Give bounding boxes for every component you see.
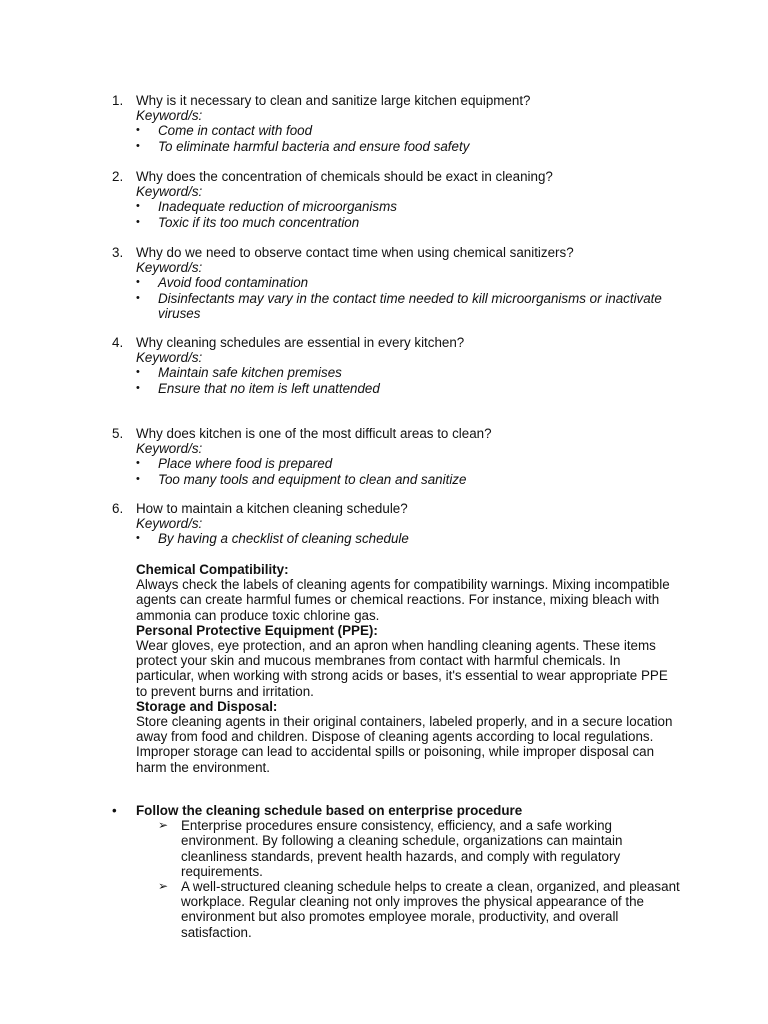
keyword-list — [112, 531, 712, 546]
bullet-icon: • — [136, 366, 140, 379]
keyword-item: • Disinfectants may vary in the contact time needed to kill microorganisms or inactivate viruses — [136, 290, 662, 321]
bullet-icon: • — [136, 381, 140, 394]
keyword-item: • Toxic if its too much concentration — [136, 214, 360, 230]
chemical-compatibility-body: Always check the labels of cleaning agents for compatibility warnings. Mixing incompatible agents can create harmful fumes or chemical reactions. For instance, mixing bleach with ammonia can produce toxic chlorine gas. — [136, 577, 670, 623]
keyword-item: • Too many tools and equipment to clean and sanitize — [136, 471, 467, 487]
question-5 — [112, 426, 712, 487]
safety-sections — [136, 562, 681, 775]
keyword-list — [112, 275, 712, 321]
procedure-point: ➢ A well-structured cleaning schedule helps to create a clean, organized, and pleasant workplace. Regular cleaning not only improves the physical appearance of the environment but also promotes employee morale, productivity, and overall satisfaction. — [158, 879, 680, 940]
question-text: Why cleaning schedules are essential in every kitchen? — [136, 335, 465, 350]
keyword-label: Keyword/s: — [136, 350, 203, 366]
keyword-label: Keyword/s: — [136, 516, 203, 532]
storage-body: Store cleaning agents in their original containers, labeled properly, and in a secure location away from food and children. Dispose of cleaning agents according to local regulations. Improper storage can lead to accidental spills or poisoning, while improper disposal can harm the environment. — [136, 714, 673, 775]
question-text: How to maintain a kitchen cleaning schedule? — [136, 501, 408, 516]
bullet-icon: • — [136, 200, 140, 213]
keyword-item: • Place where food is prepared — [136, 456, 333, 472]
bullet-icon: • — [112, 803, 117, 818]
question-number: 6. — [112, 501, 124, 516]
bullet-icon: • — [136, 276, 140, 289]
keyword-list — [112, 123, 712, 153]
keyword-item: • Come in contact with food — [136, 123, 313, 139]
question-text: Why do we need to observe contact time when using chemical sanitizers? — [136, 245, 574, 260]
question-text: Why does kitchen is one of the most difficult areas to clean? — [136, 426, 492, 441]
storage-heading: Storage and Disposal: — [136, 698, 278, 714]
question-number: 3. — [112, 245, 124, 260]
bullet-icon: • — [136, 291, 140, 304]
question-6 — [112, 501, 712, 547]
bullet-icon: • — [136, 532, 140, 545]
arrow-bullet-icon: ➢ — [158, 879, 169, 894]
keyword-item: • Avoid food contamination — [136, 275, 309, 291]
bullet-icon: • — [136, 124, 140, 137]
bullet-icon: • — [136, 139, 140, 152]
keyword-item: • To eliminate harmful bacteria and ensure food safety — [136, 138, 470, 154]
keyword-list — [112, 199, 712, 229]
keyword-label: Keyword/s: — [136, 441, 203, 457]
question-number: 2. — [112, 169, 124, 184]
bullet-icon: • — [136, 472, 140, 485]
question-number: 1. — [112, 93, 124, 108]
ppe-heading: Personal Protective Equipment (PPE): — [136, 622, 378, 638]
keyword-label: Keyword/s: — [136, 108, 203, 124]
keyword-list — [112, 456, 712, 486]
keyword-item: • Inadequate reduction of microorganisms — [136, 199, 397, 215]
question-number: 4. — [112, 335, 124, 350]
keyword-item: • Ensure that no item is left unattended — [136, 380, 380, 396]
keyword-label: Keyword/s: — [136, 184, 203, 200]
keyword-item: • Maintain safe kitchen premises — [136, 365, 342, 381]
procedure-block — [112, 803, 692, 940]
bullet-icon: • — [136, 215, 140, 228]
question-1 — [112, 93, 712, 154]
procedure-heading: • Follow the cleaning schedule based on enterprise procedure — [112, 803, 523, 818]
question-2 — [112, 169, 712, 230]
question-text: Why does the concentration of chemicals should be exact in cleaning? — [136, 169, 553, 184]
procedure-point: ➢ Enterprise procedures ensure consistency, efficiency, and a safe working environment. By following a cleaning schedule, organizations can maintain cleanliness standards, prevent health hazards, and comply with regulatory requirements. — [158, 818, 623, 879]
question-number: 5. — [112, 426, 124, 441]
keyword-label: Keyword/s: — [136, 260, 203, 276]
chemical-compatibility-heading: Chemical Compatibility: — [136, 562, 289, 577]
question-3 — [112, 245, 712, 321]
question-text: Why is it necessary to clean and sanitize large kitchen equipment? — [136, 93, 531, 108]
ppe-body: Wear gloves, eye protection, and an apron when handling cleaning agents. These items protect your skin and mucous membranes from contact with harmful chemicals. In particular, when working with strong acids or bases, it's essential to wear appropriate PPE to prevent burns and irritation. — [136, 638, 668, 699]
bullet-icon: • — [136, 457, 140, 470]
arrow-bullet-icon: ➢ — [158, 818, 169, 833]
keyword-item: • By having a checklist of cleaning schedule — [136, 531, 409, 547]
keyword-list — [112, 365, 712, 395]
question-4 — [112, 335, 712, 396]
